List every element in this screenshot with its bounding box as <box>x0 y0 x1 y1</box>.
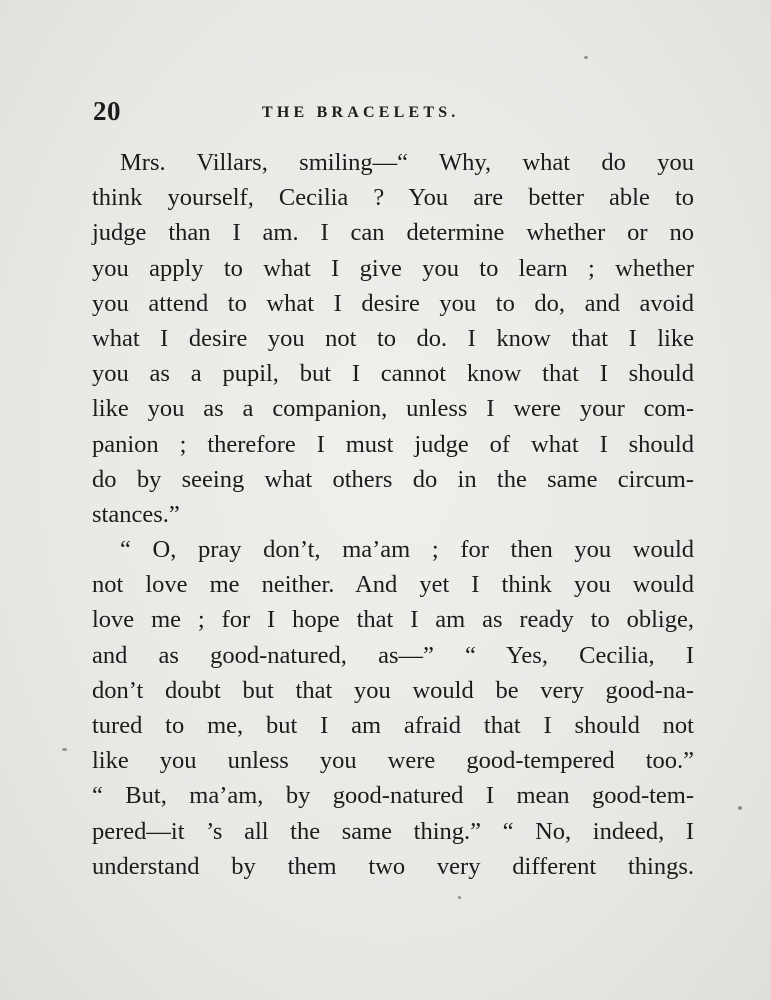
text-line: you apply to what I give you to learn ; whether <box>92 254 694 282</box>
text-line: tured to me, but I am afraid that I should not <box>92 712 694 739</box>
text-line: pered—it ’s all the same thing.” “ No, indeed, I <box>92 817 694 845</box>
text-line: “ O, pray don’t, ma’am ; for then you would <box>120 536 694 564</box>
text-line: like you unless you were good-tempered too.” <box>92 747 694 775</box>
paper-speck <box>458 896 461 899</box>
text-line: “ But, ma’am, by good-natured I mean good-tem- <box>92 782 694 810</box>
text-line: do by seeing what others do in the same circum- <box>92 465 694 493</box>
text-line: think yourself, Cecilia ? You are better able to <box>92 184 694 212</box>
page-number: 20 <box>93 96 121 126</box>
text-line: you as a pupil, but I cannot know that I should <box>92 360 694 388</box>
text-line: what I desire you not to do. I know that I like <box>92 324 694 352</box>
running-head: THE BRACELETS. <box>262 104 460 121</box>
text-line: and as good-natured, as—” “ Yes, Cecilia, I <box>92 641 694 669</box>
text-line: judge than I am. I can determine whether or no <box>92 219 694 247</box>
text-line: understand by them two very different things. <box>92 852 694 880</box>
text-line: love me ; for I hope that I am as ready to oblige, <box>92 606 694 634</box>
body-text <box>92 145 694 884</box>
text-line: don’t doubt but that you would be very good-na- <box>92 676 694 704</box>
text-line: like you as a companion, unless I were your com- <box>92 395 694 423</box>
paper-speck <box>584 56 588 59</box>
paper-speck <box>62 748 67 751</box>
text-line: stances.” <box>92 500 180 528</box>
text-line: Mrs. Villars, smiling—“ Why, what do you <box>120 149 694 176</box>
text-line: panion ; therefore I must judge of what I should <box>92 430 694 458</box>
text-line: not love me neither. And yet I think you would <box>92 571 694 599</box>
paper-speck <box>738 806 742 810</box>
text-line: you attend to what I desire you to do, and avoid <box>92 289 694 317</box>
